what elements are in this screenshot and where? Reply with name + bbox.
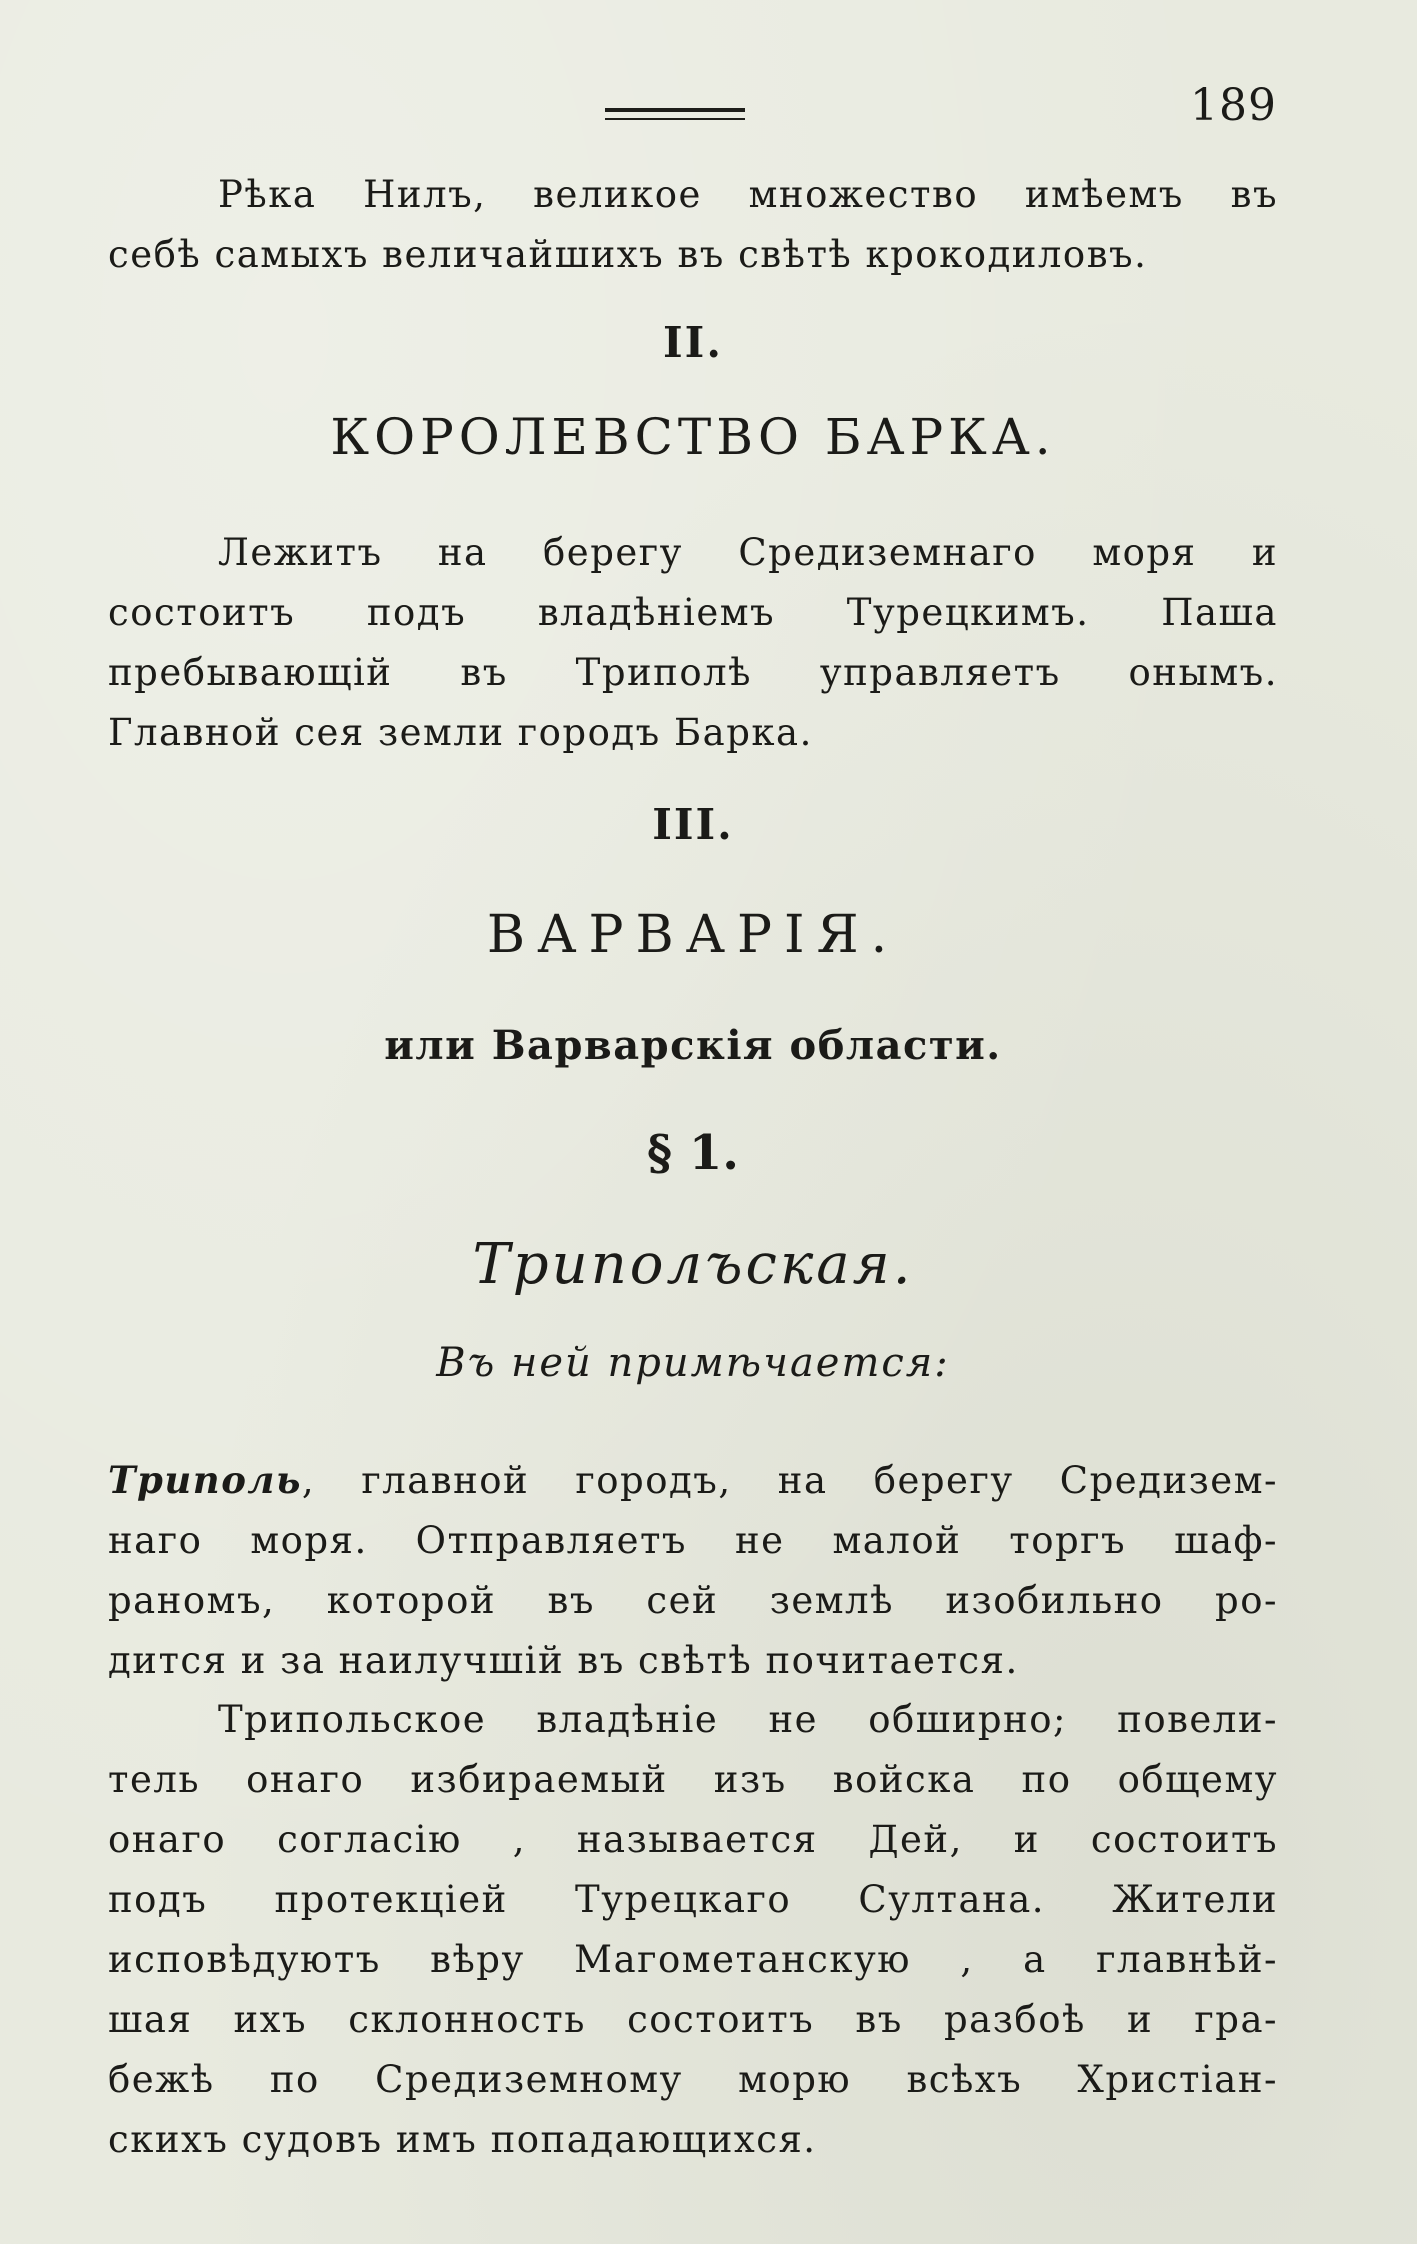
section2-text [108,523,1278,763]
section-subtitle: или Варварскія области. [384,1022,1002,1069]
city-name-tripoli: Триполь [108,1458,302,1502]
intro-text [108,165,1278,285]
text-line-rest: , главной городъ, на берегу Средизем- [301,1459,1278,1502]
text-line: онаго согласію , называется Дей, и состоитъ [108,1818,1278,1861]
text-line: состоитъ подъ владѣніемъ Турецкимъ. Паша [108,591,1278,634]
text-line: пребывающій въ Триполѣ управляетъ онымъ. [108,651,1278,694]
section-title-barbary: ВАРВАРІЯ. [486,905,900,965]
text-line: раномъ, которой въ сей землѣ изобильно ро- [108,1579,1278,1622]
text-line: подъ протекціей Турецкаго Султана. Жители [108,1878,1278,1921]
section-title-barka: КОРОЛЕВСТВО БАРКА. [330,408,1056,466]
text-line [108,1450,1278,1511]
tripoli-paragraph [108,1450,1278,1691]
page-number: 189 [1190,80,1277,131]
text-line: себѣ самыхъ величайшихъ въ свѣтѣ крокодиловъ. [108,233,1148,276]
text-line: Рѣка Нилъ, великое множество имѣемъ въ [218,173,1278,216]
section-numeral-3: III. [652,800,734,849]
text-line: Трипольское владѣніе не обширно; повели- [218,1698,1278,1741]
section-numeral-2: II. [663,318,723,367]
header-rule [605,108,745,112]
text-line: тель онаго избираемый изъ войска по общему [108,1758,1278,1801]
header-rule-thin [605,118,745,120]
paragraph-mark: § 1. [647,1125,739,1181]
text-line: скихъ судовъ имъ попадающихся. [108,2118,817,2161]
page-header [105,80,1277,140]
subsection-title-tripoli: Триполъская. [472,1232,914,1297]
subsection-note: Въ ней примѣчается: [436,1340,950,1386]
text-line: исповѣдуютъ вѣру Магометанскую , а главнѣй- [108,1938,1278,1981]
text-line: Главной сея земли городъ Барка. [108,711,813,754]
text-line: шая ихъ склонность состоитъ въ разбоѣ и гра- [108,1998,1278,2041]
text-line: дится и за наилучшій въ свѣтѣ почитается. [108,1639,1019,1682]
text-line: наго моря. Отправляетъ не малой торгъ шаф- [108,1519,1278,1562]
text-line: бежѣ по Средиземному морю всѣхъ Христіан- [108,2058,1278,2101]
text-line: Лежитъ на берегу Средиземнаго моря и [218,531,1278,574]
tripoli-domain-paragraph [108,1690,1278,2170]
